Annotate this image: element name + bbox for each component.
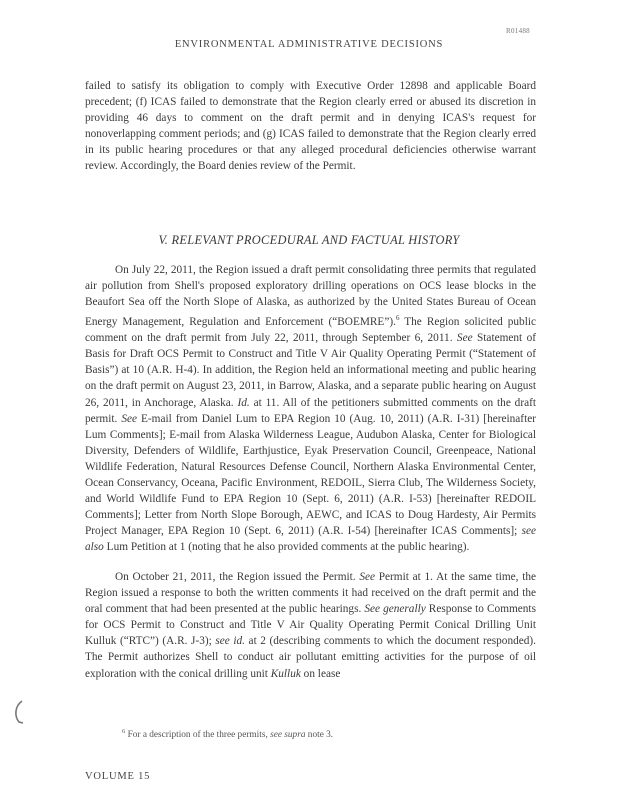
footnote <box>122 728 532 740</box>
section-heading: V. RELEVANT PROCEDURAL AND FACTUAL HISTORY <box>158 233 460 247</box>
p2-see-1: See <box>456 332 473 345</box>
p3-text-b: Permit at 1. At the same time, the Region issued a response to both the written comments it had received on the draft permit and the oral comment that had been presented at the public hearings. <box>85 571 537 616</box>
footnote-number: 6 <box>122 728 126 735</box>
p2-text-f: Lum Petition at 1 (noting that he also provided comments at the public hearing). <box>103 541 470 554</box>
paragraph-1 <box>85 78 536 175</box>
footnote-see-supra: see supra <box>270 730 306 741</box>
paragraph-1-text: failed to satisfy its obligation to comply with Executive Order 12898 and applicable Board precedent; (f) ICAS failed to demonstrate that the Region clearly erred or abused its discretion in providing 46 days to comment on the draft permit and in denying ICAS's request for nonoverlapping comment periods; and (g) ICAS failed to demonstrate that the Region clearly erred in its public hearing procedures or that any alleged procedural deficiencies otherwise warrant review. Accordingly, the Board denies review of the Permit. <box>85 80 536 173</box>
page-stamp: R01488 <box>506 27 530 35</box>
p3-text-d: at 2 (describing comments to which the document responded). The Permit authorizes Shell to conduct air pollutant emitting activities for the purpose of oil exploration with the conical drilling unit <box>85 635 536 680</box>
p2-text-c: Statement of Basis for Draft OCS Permit to Construct and Title V Air Quality Operating Permit (“Statement of Basis”) at 10 (A.R. H-4). In addition, the Region held an informational meeting and public hearing on the draft permit on August 23, 2011, in Barrow, Alaska, and a separate public hearing on August 26, 2011, in Anchorage, Alaska. <box>85 332 536 409</box>
p3-see: See <box>359 571 376 583</box>
p3-text-c: Response to Comments for OCS Permit to Construct and Title V Air Quality Operating Permit Conical Drilling Unit Kulluk (“RTC”) (A.R. J-3); <box>85 603 536 648</box>
p3-see-id: see id. <box>215 635 245 648</box>
footnote-text-a: For a description of the three permits, <box>125 730 271 741</box>
running-head: ENVIRONMENTAL ADMINISTRATIVE DECISIONS <box>174 39 444 50</box>
p3-see-generally: See generally <box>364 603 426 616</box>
p2-text-d: at 11. All of the petitioners submitted comments on the draft permit. <box>85 396 537 425</box>
p2-text-b: The Region solicited public comment on the draft permit from July 22, 2011, through September 6, 2011. <box>85 316 536 345</box>
paragraph-2 <box>85 262 536 555</box>
footnote-ref: 6 <box>395 314 400 323</box>
footnote-text-b: note 3. <box>305 730 334 741</box>
volume-footer: VOLUME 15 <box>85 771 151 782</box>
scan-mark-icon <box>12 700 26 724</box>
p2-text-e: E-mail from Daniel Lum to EPA Region 10 (Aug. 10, 2011) (A.R. I-31) [hereinafter Lum Comments]; E-mail from Alaska Wilderness League, Audubon Alaska, Center for Biological Diversity, Defenders of Wildlife, Earthjustice, Eyak Preservation Council, Greenpeace, National Wildlife Federation, Natural Resources Defense Council, Northern Alaska Environmental Center, Ocean Conservancy, Oceana, Pacific Environment, REDOIL, Sierra Club, The Wilderness Society, and World Wildlife Fund to EPA Region 10 (Sept. 6, 2011) (A.R. I-53) [hereinafter REDOIL Comments]; Letter from North Slope Borough, AEWC, and ICAS to Doug Hardesty, Air Permits Project Manager, EPA Region 10 (Sept. 6, 2011) (A.R. I-54) [hereinafter ICAS Comments]; <box>85 412 536 538</box>
p2-id: Id. <box>237 396 250 409</box>
paragraph-3 <box>85 569 536 682</box>
p3-text-e: on lease <box>300 667 341 680</box>
p2-text-a: On July 22, 2011, the Region issued a draft permit consolidating three permits that regulated air pollution from Shell's proposed exploratory drilling operations on OCS lease blocks in the Beaufort Sea off the North Slope of Alaska, as authorized by the United States Bureau of Ocean Energy Management, Regulation and Enforcement (“BOEMRE”). <box>85 264 536 329</box>
p3-kulluk: Kulluk <box>270 667 301 680</box>
p2-see-also: see also <box>85 525 536 554</box>
p3-text-a: On October 21, 2011, the Region issued the Permit. <box>115 571 360 583</box>
p2-see-2: See <box>121 412 137 425</box>
